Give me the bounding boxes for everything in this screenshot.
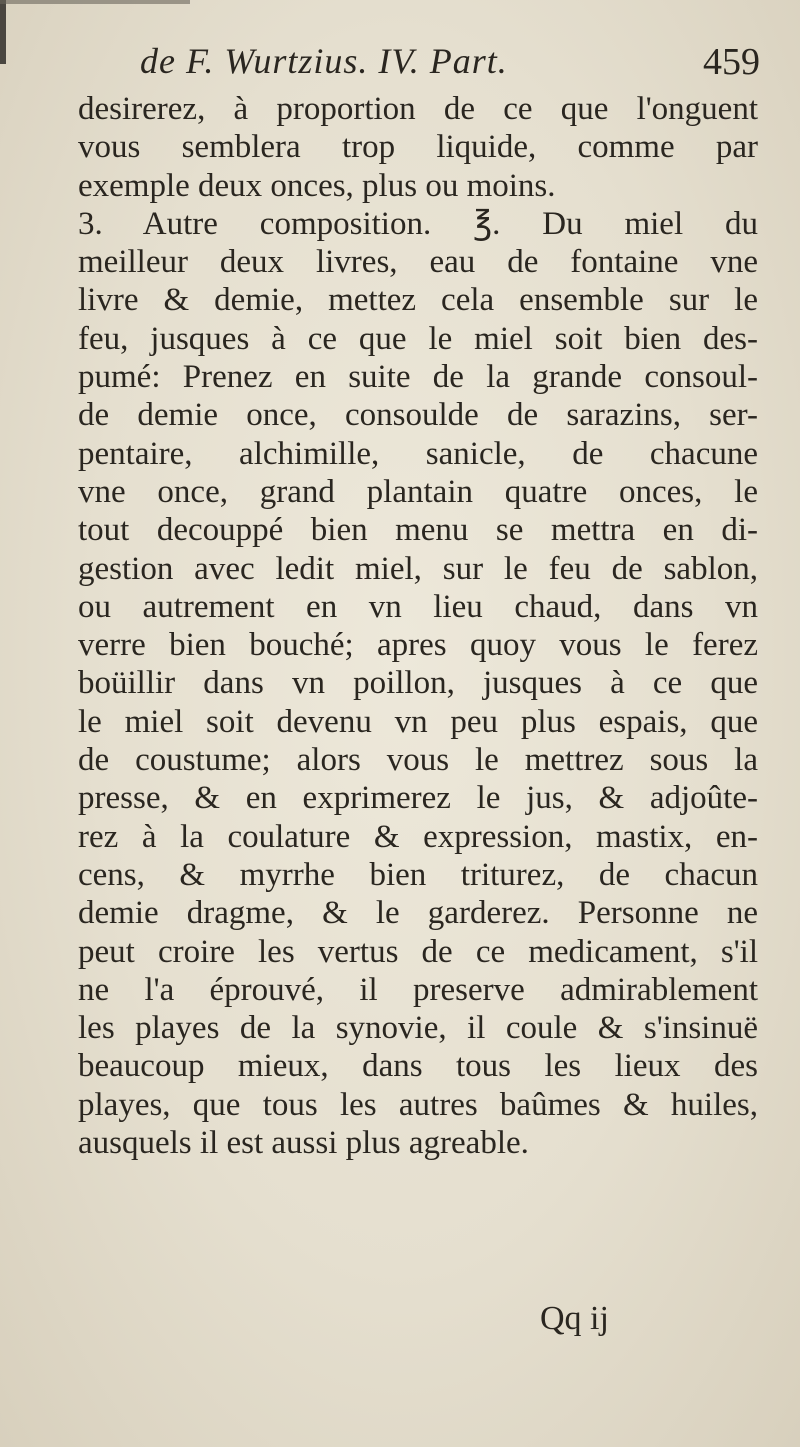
text-line: livre & demie, mettez cela ensemble sur le: [78, 282, 758, 319]
text-line: cens, & myrrhe bien triturez, de chacun: [78, 856, 758, 893]
text-line: verre bien bouché; apres quoy vous le ferez: [78, 627, 758, 664]
text-line: gestion avec ledit miel, sur le feu de sablon,: [78, 550, 758, 587]
text-line: vous semblera trop liquide, comme par: [78, 129, 758, 166]
text-line: presse, & en exprimerez le jus, & adjoûte-: [78, 780, 758, 817]
text-line: vne once, grand plantain quatre onces, le: [78, 473, 758, 510]
text-line: pentaire, alchimille, sanicle, de chacune: [78, 435, 758, 472]
text-line: ausquels il est aussi plus agreable.: [78, 1125, 529, 1162]
text-line: ne l'a éprouvé, il preserve admirablement: [78, 971, 758, 1008]
text-line: boüillir dans vn poillon, jusques à ce que: [78, 665, 758, 702]
text-line: de demie once, consoulde de sarazins, ser-: [78, 397, 758, 434]
signature-mark: Qq ij: [540, 1300, 609, 1337]
text-line: 3. Autre composition. ℥. Du miel du: [78, 205, 758, 242]
text-line: ou autrement en vn lieu chaud, dans vn: [78, 588, 758, 625]
scan-edge-line: [0, 0, 190, 4]
text-line: meilleur deux livres, eau de fontaine vne: [78, 244, 758, 281]
text-line: pumé: Prenez en suite de la grande consoul-: [78, 359, 758, 396]
text-line: de coustume; alors vous le mettrez sous la: [78, 742, 758, 779]
body-text: [78, 90, 758, 1162]
text-line: exemple deux onces, plus ou moins.: [78, 167, 556, 204]
running-head-title: de F. Wurtzius. IV. Part.: [140, 41, 508, 81]
text-line: playes, que tous les autres baûmes & huiles,: [78, 1086, 758, 1123]
text-line: desirerez, à proportion de ce que l'onguent: [78, 91, 758, 127]
text-line: le miel soit devenu vn peu plus espais, que: [78, 703, 758, 740]
running-head: [140, 40, 780, 86]
text-line: les playes de la synovie, il coule & s'insinuë: [78, 1010, 758, 1047]
text-line: rez à la coulature & expression, mastix, en-: [78, 818, 758, 855]
scan-edge-mark: [0, 0, 6, 64]
page-number: 459: [703, 41, 760, 83]
text-line: feu, jusques à ce que le miel soit bien des-: [78, 320, 758, 357]
text-line: tout decouppé bien menu se mettra en di-: [78, 512, 758, 549]
text-line: demie dragme, & le garderez. Personne ne: [78, 895, 758, 932]
text-line: peut croire les vertus de ce medicament, s'il: [78, 933, 758, 970]
text-line: beaucoup mieux, dans tous les lieux des: [78, 1048, 758, 1085]
